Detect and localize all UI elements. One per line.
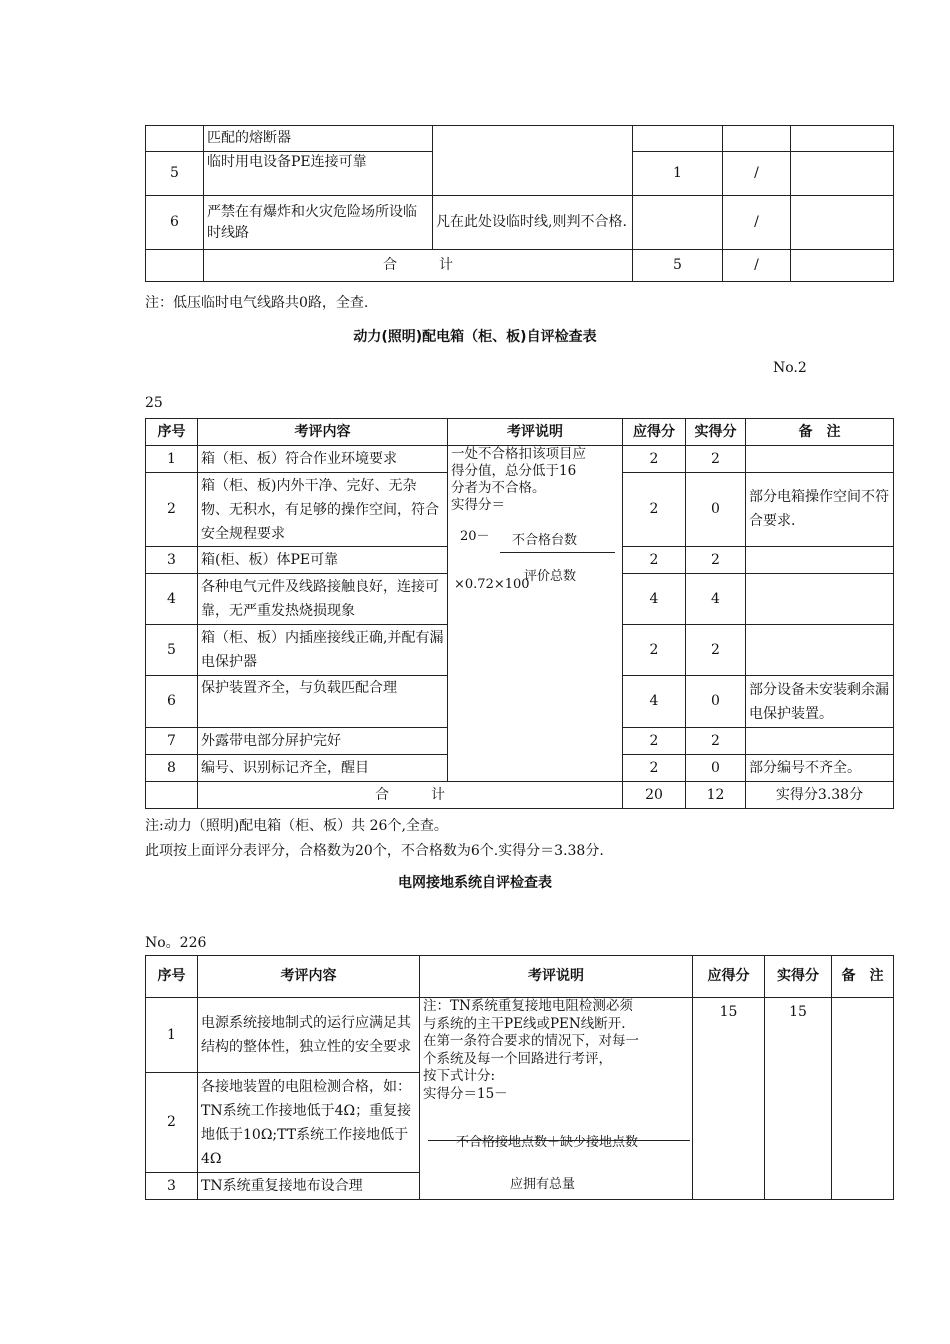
explain-line: 得分值，总分低于16	[451, 463, 577, 479]
row-content: 严禁在有爆炸和火灾危险场所设临时线路	[204, 196, 433, 250]
row-number: 6	[146, 676, 198, 728]
explain-cell	[420, 998, 693, 1200]
header-explain: 考评说明	[448, 419, 623, 446]
table-row	[146, 126, 894, 152]
table-grounding-system	[145, 955, 894, 1200]
row-should-score	[633, 126, 723, 152]
should-score-cell: 15	[693, 998, 765, 1200]
total-should-score: 20	[623, 782, 686, 809]
table-header	[146, 956, 894, 998]
row-content: 电源系统接地制式的运行应满足其结构的整体性，独立性的安全要求	[198, 998, 420, 1073]
total-row	[146, 782, 894, 809]
row-number: 2	[146, 473, 198, 547]
formula-suffix: ×0.72×100	[454, 577, 530, 592]
page-number: 25	[145, 395, 163, 411]
actual-score-cell: 15	[765, 998, 832, 1200]
row-remark: 部分电箱操作空间不符合要求.	[746, 473, 894, 547]
row-number: 3	[146, 547, 198, 574]
row-content: 各接地装置的电阻检测合格，如：TN系统工作接地低于4Ω；重复接地低于10Ω;TT系统工作接地低于4Ω	[198, 1073, 420, 1173]
row-actual-score: 0	[686, 676, 746, 728]
row-content: 箱（柜、板）内插座接线正确,并配有漏电保护器	[198, 625, 448, 676]
note-distribution-box-count: 注:动力（照明)配电箱（柜、板）共 26个,全查。	[145, 818, 448, 834]
row-actual-score: 2	[686, 446, 746, 473]
total-remark: 实得分3.38分	[746, 782, 894, 809]
formula-denominator: 应拥有总量	[510, 1177, 576, 1192]
row-number: 6	[146, 196, 204, 250]
formula-numerator: 不合格台数	[512, 533, 578, 548]
row-actual-score: 2	[686, 547, 746, 574]
row-should-score: 2	[623, 755, 686, 782]
row-number: 5	[146, 152, 204, 196]
row-explain	[433, 126, 633, 196]
explain-line: 一处不合格扣该项目应	[451, 446, 586, 462]
row-should-score: 2	[623, 473, 686, 547]
row-content: 箱（柜、板)内外干净、完好、无杂物、无积水，有足够的操作空间，符合安全规程要求	[198, 473, 448, 547]
table-header	[146, 419, 894, 446]
total-row	[146, 250, 894, 282]
row-remark	[746, 625, 894, 676]
explain-cell	[448, 446, 623, 782]
formula-denominator: 评价总数	[524, 569, 577, 584]
header-actual-score: 实得分	[686, 419, 746, 446]
header-actual-score: 实得分	[765, 956, 832, 998]
header-should-score: 应得分	[693, 956, 765, 998]
table-temporary-lines	[145, 125, 894, 282]
explain-line: 实得分＝	[451, 497, 505, 513]
explain-line: 注：TN系统重复接地电阻检测必须	[423, 998, 633, 1014]
row-number: 2	[146, 1073, 198, 1173]
row-should-score: 1	[633, 152, 723, 196]
header-should-score: 应得分	[623, 419, 686, 446]
row-content: 各种电气元件及线路接触良好，连接可靠，无严重发热烧损现象	[198, 574, 448, 625]
row-should-score: 2	[623, 728, 686, 755]
header-remark: 备 注	[746, 419, 894, 446]
row-should-score: 4	[623, 676, 686, 728]
header-content: 考评内容	[198, 419, 448, 446]
header-remark: 备 注	[832, 956, 894, 998]
row-actual-score: 0	[686, 473, 746, 547]
total-label: 合 计	[198, 782, 623, 809]
row-number: 7	[146, 728, 198, 755]
row-remark: 部分设备未安装剩余漏电保护装置。	[746, 676, 894, 728]
row-actual-score: /	[723, 196, 791, 250]
row-actual-score	[723, 126, 791, 152]
row-remark: 部分编号不齐全。	[746, 755, 894, 782]
row-number: 3	[146, 1173, 198, 1200]
row-should-score: 4	[623, 574, 686, 625]
total-label: 合 计	[204, 250, 633, 282]
table-row	[146, 446, 894, 473]
section2-number: No.2	[773, 360, 807, 376]
header-number: 序号	[146, 419, 198, 446]
header-explain: 考评说明	[420, 956, 693, 998]
header-content: 考评内容	[198, 956, 420, 998]
total-should-score: 5	[633, 250, 723, 282]
row-number	[146, 126, 204, 152]
row-should-score: 2	[623, 625, 686, 676]
table-row	[146, 196, 894, 250]
row-remark	[791, 126, 894, 152]
row-remark	[746, 446, 894, 473]
fraction-line	[428, 1140, 690, 1141]
row-actual-score: 2	[686, 728, 746, 755]
row-content: 编号、识别标记齐全，醒目	[198, 755, 448, 782]
row-number: 4	[146, 574, 198, 625]
row-content: 匹配的熔断器	[204, 126, 433, 152]
header-number: 序号	[146, 956, 198, 998]
fraction-line	[500, 552, 615, 553]
row-should-score: 2	[623, 446, 686, 473]
row-actual-score: 4	[686, 574, 746, 625]
explain-line: 按下式计分:	[423, 1068, 496, 1084]
row-should-score: 2	[623, 547, 686, 574]
table-row	[146, 998, 894, 1073]
row-number: 8	[146, 755, 198, 782]
row-actual-score: 2	[686, 625, 746, 676]
remark-cell	[832, 998, 894, 1200]
row-content: 保护装置齐全，与负载匹配合理	[198, 676, 448, 728]
total-actual-score: /	[723, 250, 791, 282]
row-actual-score: 0	[686, 755, 746, 782]
row-remark	[746, 547, 894, 574]
row-remark	[791, 196, 894, 250]
row-content: 箱(柜、板）体PE可靠	[198, 547, 448, 574]
explain-line: 在第一条符合要求的情况下，对每一	[423, 1033, 639, 1049]
row-remark	[746, 728, 894, 755]
row-number: 1	[146, 446, 198, 473]
total-actual-score: 12	[686, 782, 746, 809]
formula-numerator: 不合格接地点数＋缺少接地点数	[456, 1135, 639, 1150]
row-should-score	[633, 196, 723, 250]
row-content: 外露带电部分屏护完好	[198, 728, 448, 755]
formula-prefix: 20－	[460, 529, 490, 544]
row-content: 临时用电设备PE连接可靠	[204, 152, 433, 196]
row-remark	[746, 574, 894, 625]
explain-line: 与系统的主干PE线或PEN线断开.	[423, 1015, 626, 1032]
section3-title: 电网接地系统自评检查表	[398, 875, 552, 891]
row-content: 箱（柜、板）符合作业环境要求	[198, 446, 448, 473]
row-remark	[791, 152, 894, 196]
explain-line: 个系统及每一个回路进行考评，	[423, 1050, 612, 1067]
note-temporary-lines: 注：低压临时电气线路共0路，全查.	[145, 295, 369, 311]
row-explain: 凡在此处设临时线,则判不合格.	[433, 196, 633, 250]
row-actual-score: /	[723, 152, 791, 196]
explain-line: 实得分＝15－	[423, 1085, 508, 1102]
explain-line: 分者为不合格。	[451, 480, 546, 496]
section2-title: 动力(照明)配电箱（柜、板)自评检查表	[353, 329, 597, 345]
note-distribution-box-score: 此项按上面评分表评分，合格数为20个，不合格数为6个.实得分＝3.38分.	[145, 843, 604, 859]
table-distribution-box	[145, 418, 894, 809]
section3-number: No。226	[145, 935, 207, 951]
row-number: 1	[146, 998, 198, 1073]
row-content: TN系统重复接地布设合理	[198, 1173, 420, 1200]
row-number: 5	[146, 625, 198, 676]
